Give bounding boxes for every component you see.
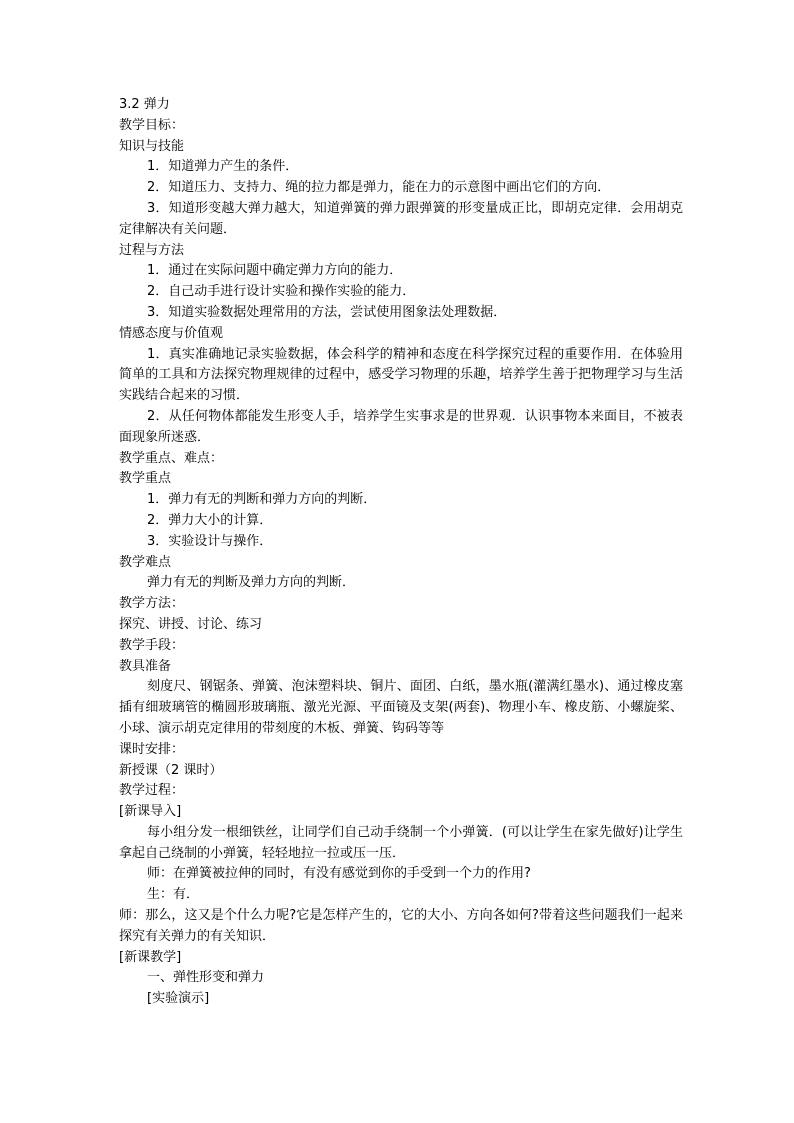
attitude-item: 2．从任何物体都能发生形变人手，培养学生实事求是的世界观．认识事物本来面目，不被表面现象所迷惑． (119, 408, 683, 445)
method-text: 探究、讲授、讨论、练习 (119, 616, 263, 632)
key-point-item: 1．弹力有无的判断和弹力方向的判断． (147, 492, 377, 508)
means-heading: 教学手段： (119, 637, 185, 653)
tools-text: 刻度尺、钢锯条、弹簧、泡沫塑料块、铜片、面团、白纸，墨水瓶(灌满红墨水)、通过橡皮塞插有细玻璃管的椭圆形玻璃瓶、激光光源、平面镜及支架(两套)、物理小车、橡皮筋、小螺旋桨、小球、演示胡克定律用的带刻度的木板、弹簧、钩码等等 (119, 679, 683, 736)
procedure-heading: 教学过程： (119, 783, 185, 799)
intro-paragraph: 每小组分发一根细铁丝，让同学们自己动手绕制一个小弹簧．(可以让学生在家先做好)让学生拿起自己绕制的小弹簧，轻轻地拉一拉或压一压． (119, 824, 683, 861)
schedule-heading: 课时安排： (119, 741, 185, 757)
new-lesson-heading: [新课教学] (119, 949, 182, 965)
section-one-heading: 一、弹性形变和弹力 (147, 970, 265, 986)
document-title: 3.2 弹力 (119, 97, 170, 112)
intro-heading: [新课导入] (119, 804, 182, 820)
teacher-question: 师：在弹簧被拉伸的同时，有没有感觉到你的手受到一个力的作用? (147, 866, 531, 882)
knowledge-item: 3．知道形变越大弹力越大，知道弹簧的弹力跟弹簧的形变量成正比，即胡克定律．会用胡克定律解决有关问题． (119, 200, 683, 237)
key-point-item: 3．实验设计与操作． (147, 533, 273, 549)
student-answer: 生：有． (147, 887, 200, 903)
process-heading: 过程与方法 (119, 242, 185, 258)
knowledge-heading: 知识与技能 (119, 138, 185, 154)
knowledge-item: 1．知道弹力产生的条件． (147, 159, 299, 175)
attitude-heading: 情感态度与价值观 (119, 325, 224, 341)
schedule-text: 新授课（2 课时） (119, 762, 223, 778)
difficult-point-text: 弹力有无的判断及弹力方向的判断． (147, 575, 356, 591)
tools-heading: 教具准备 (119, 658, 172, 674)
teacher-followup: 师：那么，这又是个什么力呢?它是怎样产生的，它的大小、方向各如何?带着这些问题我们一起来探究有关弹力的有关知识． (119, 908, 683, 944)
method-heading: 教学方法： (119, 596, 185, 612)
key-point-item: 2．弹力大小的计算． (147, 512, 273, 528)
objectives-heading: 教学目标： (119, 117, 185, 133)
lesson-plan-document (119, 95, 683, 1010)
process-item: 2．自己动手进行设计实验和操作实验的能力． (147, 284, 416, 300)
experiment-demo-label: [实验演示] (147, 991, 210, 1007)
process-item: 1．通过在实际问题中确定弹力方向的能力． (147, 263, 403, 279)
key-difficult-heading: 教学重点、难点： (119, 450, 224, 466)
attitude-item: 1．真实准确地记录实验数据，体会科学的精神和态度在科学探究过程的重要作用．在体验用简单的工具和方法探究物理规律的过程中，感受学习物理的乐趣，培养学生善于把物理学习与生活实践结合起来的习惯． (119, 346, 683, 404)
key-points-heading: 教学重点 (119, 471, 172, 487)
process-item: 3．知道实验数据处理常用的方法，尝试使用图象法处理数据． (147, 304, 507, 320)
knowledge-item: 2．知道压力、支持力、绳的拉力都是弹力，能在力的示意图中画出它们的方向． (147, 180, 611, 196)
difficult-points-heading: 教学难点 (119, 554, 172, 570)
